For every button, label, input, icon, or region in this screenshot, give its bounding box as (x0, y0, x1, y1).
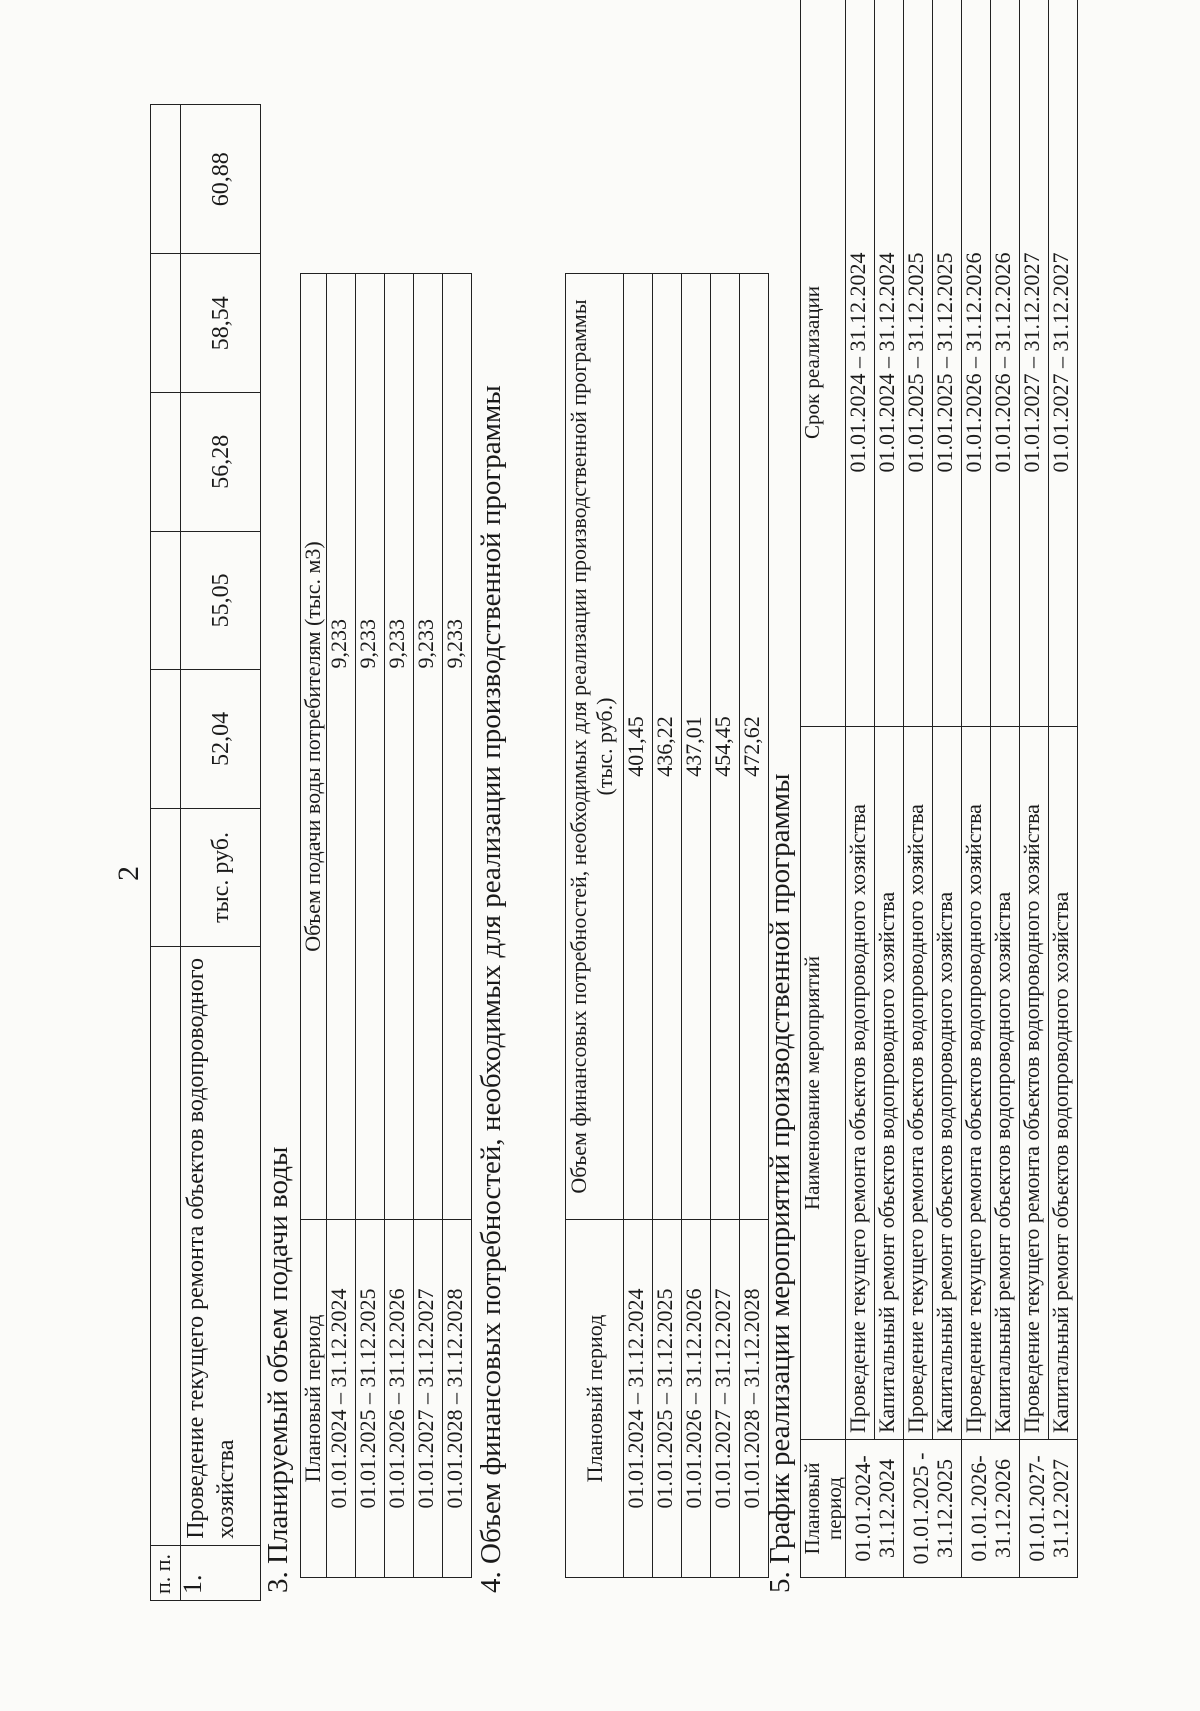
period-cell: 01.01.2028 – 31.12.2028 (443, 1220, 472, 1578)
period-cell: 01.01.2026 – 31.12.2026 (682, 1220, 711, 1578)
value-cell: 436,22 (653, 274, 682, 1220)
table-financial-needs (565, 273, 769, 1578)
value-cell: 60,88 (181, 105, 261, 254)
event-term: 01.01.2027 – 31.12.2027 (1049, 0, 1078, 727)
col-header-period: Плановый период (801, 1440, 846, 1578)
group-period (962, 1440, 1020, 1578)
event-term: 01.01.2024 – 31.12.2024 (875, 0, 904, 727)
table-row (414, 274, 443, 1578)
table-row (327, 274, 356, 1578)
value-cell: 52,04 (181, 670, 261, 809)
table-row (356, 274, 385, 1578)
table-schedule (800, 0, 1078, 1578)
table-row (933, 0, 962, 1578)
table-row (624, 274, 653, 1578)
event-name: Капитальный ремонт объектов водопроводного хозяйства (991, 727, 1020, 1440)
period-start: 01.01.2024- (849, 1455, 875, 1562)
table-repair-costs (150, 104, 261, 1601)
value-cell: 9,233 (385, 274, 414, 1220)
value-cell: 9,233 (443, 274, 472, 1220)
table-water-supply (300, 273, 472, 1578)
event-name: Капитальный ремонт объектов водопроводного хозяйства (1049, 727, 1078, 1440)
group-period (846, 1440, 904, 1578)
period-start: 01.01.2025 - (907, 1452, 933, 1565)
table-row (1049, 0, 1078, 1578)
col-header-volume: Объем подачи воды потребителям (тыс. м3) (301, 274, 327, 1220)
row-name: Проведение текущего ремонта объектов водопроводного хозяйства (181, 947, 261, 1546)
page-number: 2 (112, 866, 145, 881)
table-row (875, 0, 904, 1578)
value-cell: 454,45 (711, 274, 740, 1220)
value-cell: 58,54 (181, 254, 261, 393)
value-cell: 401,45 (624, 274, 653, 1220)
table-row (846, 0, 875, 1578)
value-cell: 9,233 (327, 274, 356, 1220)
table-row (1020, 0, 1049, 1578)
period-end: 31.12.2025 (931, 1459, 957, 1558)
table-row (181, 105, 261, 1601)
period-cell: 01.01.2027 – 31.12.2027 (414, 1220, 443, 1578)
table-row (711, 274, 740, 1578)
period-cell: 01.01.2027 – 31.12.2027 (711, 1220, 740, 1578)
col-header-period: Плановый период (301, 1220, 327, 1578)
row-number: 1. (181, 1545, 261, 1600)
value-cell: 9,233 (414, 274, 443, 1220)
period-start: 01.01.2027- (1023, 1455, 1049, 1562)
value-cell: 437,01 (682, 274, 711, 1220)
group-period (1020, 1440, 1078, 1578)
event-term: 01.01.2026 – 31.12.2026 (991, 0, 1020, 727)
event-term: 01.01.2026 – 31.12.2026 (962, 0, 991, 727)
value-cell: 55,05 (181, 531, 261, 670)
table-row (682, 274, 711, 1578)
period-end: 31.12.2024 (873, 1459, 899, 1558)
value-cell: 9,233 (356, 274, 385, 1220)
value-cell: 56,28 (181, 393, 261, 532)
table-row (904, 0, 933, 1578)
section-5-title: 5. График реализации мероприятий производственной программы (764, 773, 796, 1593)
event-term: 01.01.2027 – 31.12.2027 (1020, 0, 1049, 727)
row-unit: тыс. руб. (181, 808, 261, 947)
col-header-num: п. п. (151, 1545, 181, 1600)
col-header-financial: Объем финансовых потребностей, необходимых для реализации производственной программы (тыс. руб.) (566, 274, 624, 1220)
period-end: 31.12.2027 (1047, 1459, 1073, 1558)
event-name: Капитальный ремонт объектов водопроводного хозяйства (933, 727, 962, 1440)
period-start: 01.01.2026- (965, 1455, 991, 1562)
group-period (904, 1440, 962, 1578)
period-cell: 01.01.2025 – 31.12.2025 (653, 1220, 682, 1578)
col-header-name: Наименование мероприятий (801, 727, 846, 1440)
value-cell: 472,62 (740, 274, 769, 1220)
table-row (385, 274, 414, 1578)
table-row (443, 274, 472, 1578)
event-term: 01.01.2025 – 31.12.2025 (933, 0, 962, 727)
event-term: 01.01.2024 – 31.12.2024 (846, 0, 875, 727)
section-3-title: 3. Планируемый объем подачи воды (262, 1146, 294, 1593)
event-name: Проведение текущего ремонта объектов водопроводного хозяйства (846, 727, 875, 1440)
col-header-term: Срок реализации (801, 0, 846, 727)
table-row (653, 274, 682, 1578)
event-name: Проведение текущего ремонта объектов водопроводного хозяйства (904, 727, 933, 1440)
col-header-period: Плановый период (566, 1220, 624, 1578)
section-4-title: 4. Объем финансовых потребностей, необходимых для реализации производственной программы (475, 385, 507, 1593)
period-end: 31.12.2026 (989, 1459, 1015, 1558)
period-cell: 01.01.2025 – 31.12.2025 (356, 1220, 385, 1578)
table-row (991, 0, 1020, 1578)
period-cell: 01.01.2024 – 31.12.2024 (327, 1220, 356, 1578)
event-name: Проведение текущего ремонта объектов водопроводного хозяйства (962, 727, 991, 1440)
period-cell: 01.01.2024 – 31.12.2024 (624, 1220, 653, 1578)
table-row (962, 0, 991, 1578)
period-cell: 01.01.2028 – 31.12.2028 (740, 1220, 769, 1578)
period-cell: 01.01.2026 – 31.12.2026 (385, 1220, 414, 1578)
event-name: Капитальный ремонт объектов водопроводного хозяйства (875, 727, 904, 1440)
event-term: 01.01.2025 – 31.12.2025 (904, 0, 933, 727)
event-name: Проведение текущего ремонта объектов водопроводного хозяйства (1020, 727, 1049, 1440)
